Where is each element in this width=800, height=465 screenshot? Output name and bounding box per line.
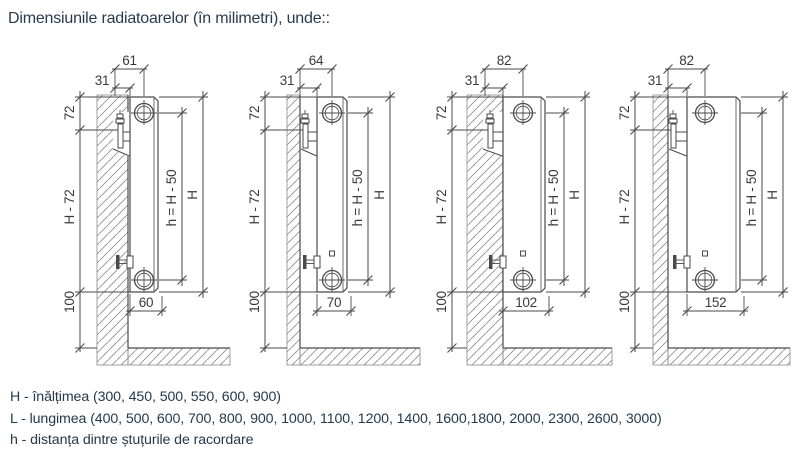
legend <box>10 387 662 452</box>
legend-item-length: L - lungimea (400, 500, 600, 700, 800, 900, 1000, 1100, 1200, 1400, 1600,1800, 2000, 2300, 2600, 3000) <box>10 410 662 427</box>
dim-wall-offset-3: 31 <box>464 73 480 88</box>
dim-wall-to-port-1: 61 <box>122 53 137 68</box>
dim-port-spacing-4: h = H - 50 <box>744 169 759 227</box>
dim-mid-span-4: H - 72 <box>617 189 632 225</box>
dim-floor-gap-3: 100 <box>434 291 449 313</box>
dim-height-4: H <box>765 190 780 200</box>
radiator-diagram-2 <box>247 53 420 365</box>
radiator-diagram-4 <box>617 53 790 365</box>
dim-height-3: H <box>567 190 582 200</box>
dim-depth-1: 60 <box>138 295 154 310</box>
radiator-diagram-1 <box>62 53 230 365</box>
dim-wall-to-port-4: 82 <box>679 53 694 68</box>
dim-port-spacing-1: h = H - 50 <box>164 169 179 227</box>
dim-mid-span-2: H - 72 <box>247 189 262 225</box>
page-title: Dimensiunile radiatoarelor (în milimetri), unde:: <box>8 10 330 27</box>
legend-item-port-distance: h - distanța dintre ștuțurile de racordare <box>10 432 254 448</box>
dim-mid-span-3: H - 72 <box>434 189 449 225</box>
dim-top-offset-3: 72 <box>434 105 449 121</box>
dim-port-spacing-3: h = H - 50 <box>546 169 561 227</box>
dim-floor-gap-2: 100 <box>247 291 262 313</box>
dim-depth-4: 152 <box>704 295 727 310</box>
dim-floor-gap-4: 100 <box>617 291 632 313</box>
dim-top-offset-2: 72 <box>247 105 262 121</box>
legend-item-height: H - înălțimea (300, 450, 500, 550, 600, 900) <box>10 389 281 405</box>
dim-wall-to-port-3: 82 <box>496 53 512 68</box>
dim-mid-span-1: H - 72 <box>62 189 77 225</box>
dim-top-offset-4: 72 <box>617 105 632 121</box>
dim-depth-2: 70 <box>326 295 342 310</box>
dim-height-2: H <box>372 190 387 200</box>
dim-wall-offset-4: 31 <box>647 73 663 88</box>
dim-floor-gap-1: 100 <box>62 291 77 313</box>
dim-wall-to-port-2: 64 <box>308 53 324 68</box>
radiator-diagram-3 <box>434 53 612 365</box>
dim-wall-offset-2: 31 <box>279 73 295 88</box>
dim-top-offset-1: 72 <box>62 105 77 121</box>
dim-port-spacing-2: h = H - 50 <box>350 169 365 227</box>
dim-height-1: H <box>185 190 200 200</box>
dim-depth-3: 102 <box>515 295 537 310</box>
dim-wall-offset-1: 31 <box>94 73 110 88</box>
